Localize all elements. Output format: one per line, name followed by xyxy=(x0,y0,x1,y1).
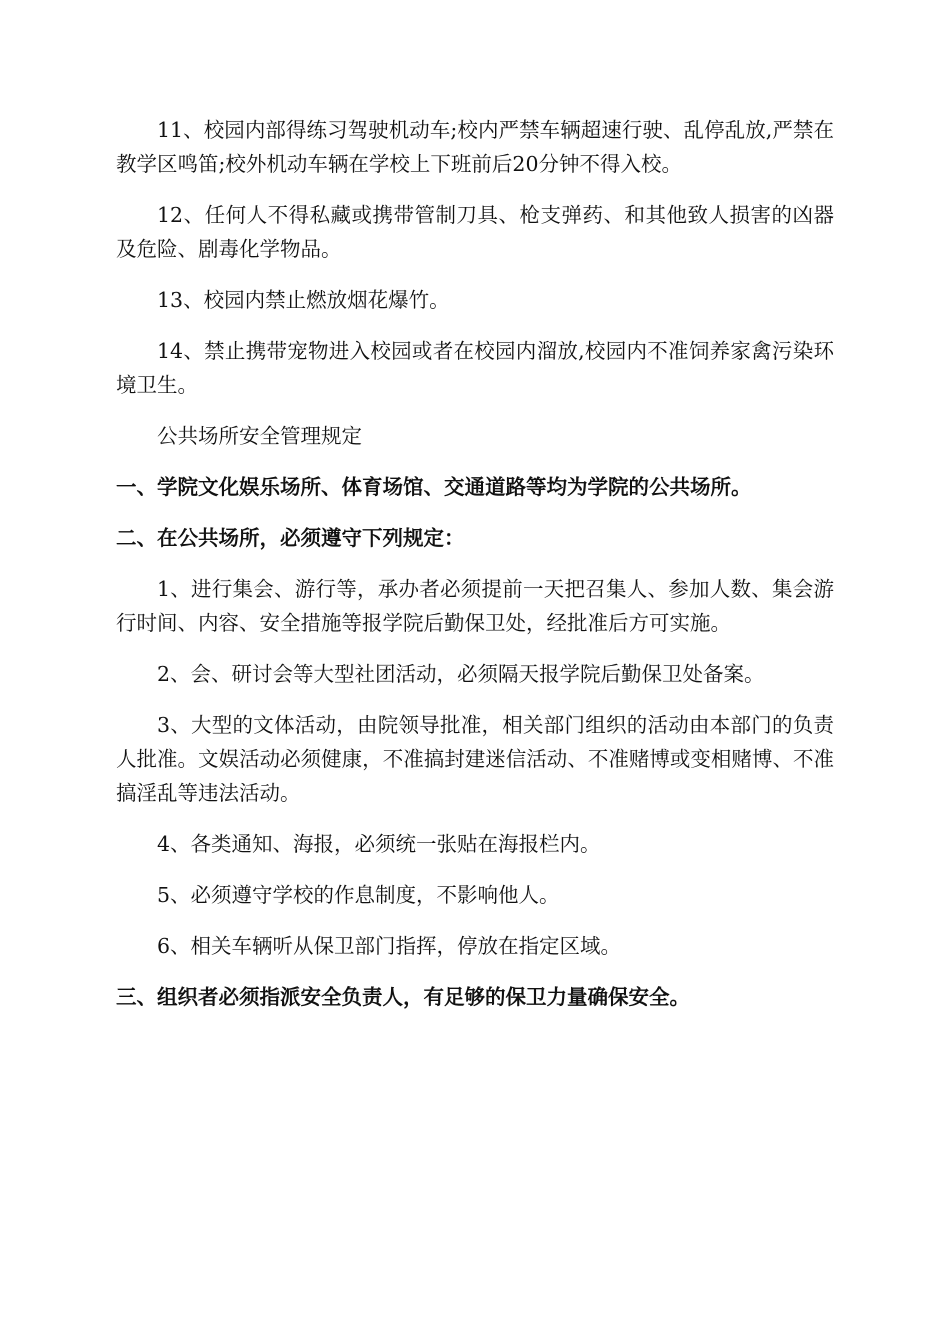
section-heading-1: 一、学院文化娱乐场所、体育场馆、交通道路等均为学院的公共场所。 xyxy=(116,475,752,499)
rule-item-1: 1、进行集会、游行等，承办者必须提前一天把召集人、参加人数、集会游行时间、内容、安全措施等报学院后勤保卫处，经批准后方可实施。 xyxy=(116,577,834,635)
section-heading-2: 二、在公共场所，必须遵守下列规定： xyxy=(116,526,465,550)
document-body xyxy=(116,113,834,1031)
rule-item-6: 6、相关车辆听从保卫部门指挥，停放在指定区域。 xyxy=(157,934,622,958)
rule-item-11: 11、校园内部得练习驾驶机动车;校内严禁车辆超速行驶、乱停乱放,严禁在教学区鸣笛;校外机动车辆在学校上下班前后20分钟不得入校。 xyxy=(116,118,834,176)
rule-item-2: 2、会、研讨会等大型社团活动，必须隔天报学院后勤保卫处备案。 xyxy=(157,662,765,686)
section-heading-3: 三、组织者必须指派安全负责人，有足够的保卫力量确保安全。 xyxy=(116,985,690,1009)
rule-item-5: 5、必须遵守学校的作息制度，不影响他人。 xyxy=(157,883,560,907)
rule-item-4: 4、各类通知、海报，必须统一张贴在海报栏内。 xyxy=(157,832,601,856)
rule-item-14: 14、禁止携带宠物进入校园或者在校园内溜放,校园内不准饲养家禽污染环境卫生。 xyxy=(116,339,834,397)
rule-item-13: 13、校园内禁止燃放烟花爆竹。 xyxy=(157,288,450,312)
rule-item-3: 3、大型的文体活动，由院领导批准，相关部门组织的活动由本部门的负责人批准。文娱活动必须健康，不准搞封建迷信活动、不准赌博或变相赌博、不准搞淫乱等违法活动。 xyxy=(116,713,834,805)
section-title: 公共场所安全管理规定 xyxy=(157,424,362,448)
rule-item-12: 12、任何人不得私藏或携带管制刀具、枪支弹药、和其他致人损害的凶器及危险、剧毒化学物品。 xyxy=(116,203,834,261)
